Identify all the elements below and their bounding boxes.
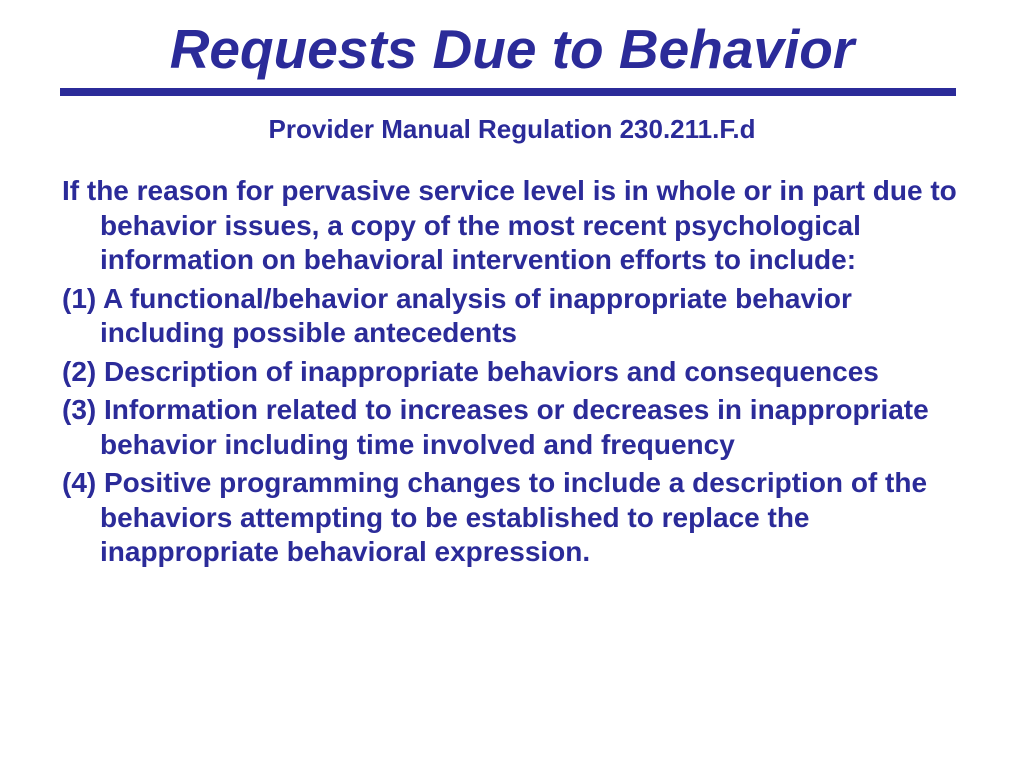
list-item-2: (2) Description of inappropriate behaviors and consequences: [62, 355, 879, 387]
slide-title: Requests Due to Behavior: [169, 18, 855, 80]
list-item-3: (3) Information related to increases or decreases in inappropriate behavior including time involved and frequency: [62, 394, 929, 460]
body-text: [62, 174, 962, 574]
list-item-1: (1) A functional/behavior analysis of inappropriate behavior including possible antecedents: [62, 282, 852, 348]
slide-subtitle: Provider Manual Regulation 230.211.F.d: [268, 114, 756, 144]
list-item-4: (4) Positive programming changes to include a description of the behaviors attempting to be established to replace the inappropriate behavioral expression.: [62, 467, 928, 567]
title-underline: [60, 88, 956, 96]
intro-paragraph: If the reason for pervasive service level is in whole or in part due to behavior issues, a copy of the most recent psychological information on behavioral intervention efforts to include:: [62, 175, 957, 275]
